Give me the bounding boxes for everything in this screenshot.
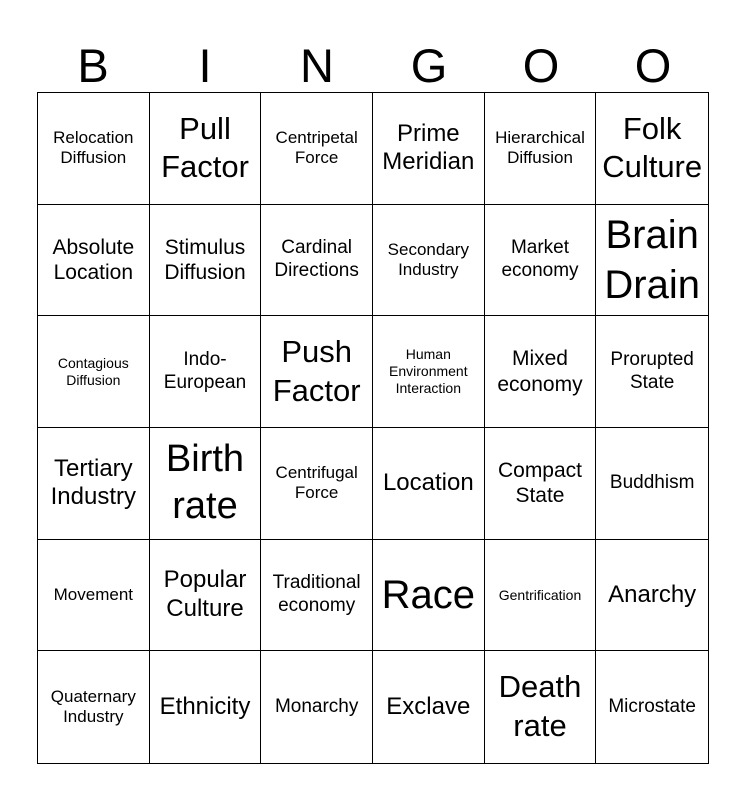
bingo-cell[interactable]	[596, 316, 708, 428]
bingo-cell[interactable]	[38, 93, 150, 205]
bingo-cell[interactable]	[261, 540, 373, 652]
cell-text: Race	[381, 572, 476, 617]
cell-text: Compact State	[497, 459, 582, 508]
bingo-cell[interactable]	[150, 651, 262, 763]
cell-text: Ethnicity	[159, 692, 251, 720]
bingo-cell[interactable]	[373, 93, 485, 205]
bingo-cell[interactable]	[373, 540, 485, 652]
bingo-header	[37, 38, 709, 92]
bingo-cell[interactable]	[150, 540, 262, 652]
cell-text: Mixed economy	[497, 347, 583, 396]
bingo-cell[interactable]	[485, 205, 597, 317]
bingo-cell[interactable]	[261, 651, 373, 763]
cell-text: Prorupted State	[610, 348, 694, 393]
bingo-cell[interactable]	[261, 93, 373, 205]
bingo-cell[interactable]	[596, 93, 708, 205]
bingo-cell[interactable]	[261, 428, 373, 540]
cell-text: Cardinal Directions	[274, 237, 359, 281]
bingo-cell[interactable]	[373, 428, 485, 540]
bingo-cell[interactable]	[373, 316, 485, 428]
cell-text: Birth rate	[165, 437, 245, 528]
cell-text: Folk Culture	[602, 110, 703, 185]
bingo-cell[interactable]	[373, 205, 485, 317]
cell-text: Push Factor	[272, 333, 361, 408]
header-letter-n: N	[300, 38, 334, 92]
cell-text: Anarchy	[608, 580, 697, 608]
header-letter-b: B	[77, 38, 109, 92]
bingo-cell[interactable]	[596, 205, 708, 317]
cell-text: Buddhism	[609, 471, 695, 493]
bingo-cell[interactable]	[38, 316, 150, 428]
cell-text: Microstate	[608, 695, 696, 717]
bingo-cell[interactable]	[150, 205, 262, 317]
bingo-cell[interactable]	[485, 316, 597, 428]
header-letter-o-2: O	[634, 38, 672, 92]
bingo-cell[interactable]	[261, 205, 373, 317]
cell-text: Gentrification	[498, 586, 582, 603]
cell-text: Market economy	[501, 237, 579, 281]
bingo-cell[interactable]	[38, 540, 150, 652]
bingo-cell[interactable]	[485, 540, 597, 652]
cell-text: Prime Meridian	[382, 119, 475, 176]
bingo-cell[interactable]	[261, 316, 373, 428]
cell-text: Relocation Diffusion	[53, 127, 134, 168]
cell-text: Location	[382, 468, 474, 496]
cell-text: Traditional economy	[272, 572, 361, 616]
cell-text: Centripetal Force	[275, 127, 358, 168]
cell-text: Centrifugal Force	[275, 462, 358, 503]
bingo-cell[interactable]	[485, 93, 597, 205]
cell-text: Death rate	[498, 669, 582, 744]
cell-text: Monarchy	[274, 695, 359, 717]
header-letter-i: I	[198, 38, 212, 92]
cell-text: Tertiary Industry	[50, 454, 137, 511]
cell-text: Popular Culture	[163, 566, 247, 622]
bingo-cell[interactable]	[150, 316, 262, 428]
cell-text: Secondary Industry	[387, 239, 469, 279]
bingo-cell[interactable]	[150, 93, 262, 205]
bingo-cell[interactable]	[38, 651, 150, 763]
cell-text: Movement	[53, 584, 134, 604]
bingo-cell[interactable]	[596, 540, 708, 652]
bingo-cell[interactable]	[596, 651, 708, 763]
bingo-board	[37, 92, 709, 764]
header-letter-g: G	[410, 38, 448, 92]
cell-text: Exclave	[386, 692, 471, 720]
bingo-cell[interactable]	[485, 428, 597, 540]
bingo-cell[interactable]	[596, 428, 708, 540]
cell-text: Absolute Location	[52, 235, 135, 284]
bingo-cell[interactable]	[373, 651, 485, 763]
cell-text: Indo- European	[163, 348, 247, 393]
cell-text: Stimulus Diffusion	[164, 235, 246, 284]
cell-text: Hierarchical Diffusion	[495, 127, 585, 168]
cell-text: Brain Drain	[604, 212, 700, 307]
cell-text: Pull Factor	[161, 110, 249, 185]
cell-text: Human Environment Interaction	[389, 346, 468, 397]
header-letter-o: O	[522, 38, 560, 92]
bingo-cell[interactable]	[38, 428, 150, 540]
bingo-cell[interactable]	[38, 205, 150, 317]
bingo-cell[interactable]	[150, 428, 262, 540]
bingo-cell[interactable]	[485, 651, 597, 763]
cell-text: Quaternary Industry	[50, 686, 136, 727]
cell-text: Contagious Diffusion	[57, 354, 129, 388]
